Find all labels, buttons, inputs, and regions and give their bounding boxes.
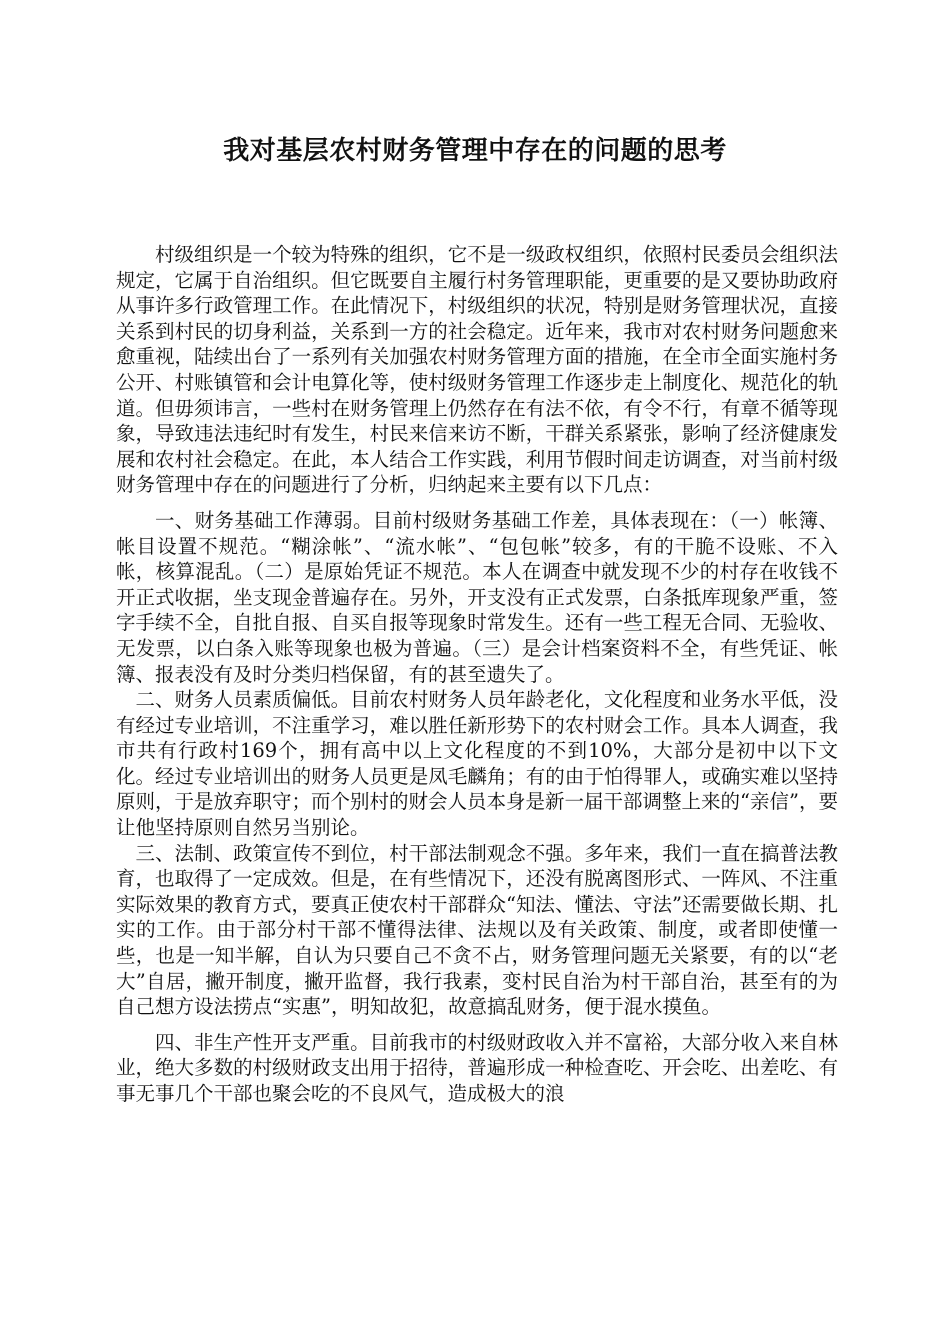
paragraph-section-3: 三、法制、政策宣传不到位，村干部法制观念不强。多年来，我们一直在搞普法教育，也取得了一定成效。但是，在有些情况下，还没有脱离图形式、一阵风、不注重实际效果的教育方式，要真正使农村干部群众“知法、懂法、守法”还需要做长期、扎实的工作。由于部分村干部不懂得法律、法规以及有关政策、制度，或者即使懂一些，也是一知半解，自认为只要自己不贪不占，财务管理问题无关紧要，有的以“老大”自居，撇开制度，撇开监督，我行我素，变村民自治为村干部自治，甚至有的为自己想方设法捞点“实惠”，明知故犯，故意搞乱财务，便于混水摸鱼。 (116, 841, 838, 1019)
document-body (116, 242, 838, 1107)
paragraph-intro: 村级组织是一个较为特殊的组织，它不是一级政权组织，依照村民委员会组织法规定，它属于自治组织。但它既要自主履行村务管理职能，更重要的是又要协助政府从事许多行政管理工作。在此情况下，村级组织的状况，特别是财务管理状况，直接关系到村民的切身利益，关系到一方的社会稳定。近年来，我市对农村财务问题愈来愈重视，陆续出台了一系列有关加强农村财务管理方面的措施，在全市全面实施村务公开、村账镇管和会计电算化等，使村级财务管理工作逐步走上制度化、规范化的轨道。但毋须讳言，一些村在财务管理上仍然存在有法不依，有令不行，有章不循等现象，导致违法违纪时有发生，村民来信来访不断，干群关系紧张，影响了经济健康发展和农村社会稳定。在此，本人结合工作实践，利用节假时间走访调查，对当前村级财务管理中存在的问题进行了分析，归纳起来主要有以下几点： (116, 243, 838, 497)
document-title: 我对基层农村财务管理中存在的问题的思考 (223, 136, 727, 166)
paragraph-section-1: 一、财务基础工作薄弱。目前村级财务基础工作差，具体表现在：（一）帐簿、帐目设置不规范。“糊涂帐”、“流水帐”、“包包帐”较多，有的干脆不设账、不入帐，核算混乱。（二）是原始凭证不规范。本人在调查中就发现不少的村存在收钱不开正式收据，坐支现金普遍存在。另外，开支没有正式发票，白条抵库现象严重，签字手续不全，自批自报、自买自报等现象时常发生。还有一些工程无合同、无验收、无发票，以白条入账等现象也极为普遍。（三）是会计档案资料不全，有些凭证、帐簿、报表没有及时分类归档保留，有的甚至遗失了。 (116, 508, 838, 686)
paragraph-section-4: 四、非生产性开支严重。目前我市的村级财政收入并不富裕，大部分收入来自林业，绝大多数的村级财政支出用于招待，普遍形成一种检查吃、开会吃、出差吃、有事无事几个干部也聚会吃的不良风气，造成极大的浪 (116, 1030, 838, 1105)
paragraph-section-2: 二、财务人员素质偏低。目前农村财务人员年龄老化，文化程度和业务水平低，没有经过专业培训，不注重学习，难以胜任新形势下的农村财会工作。具本人调查，我市共有行政村169个，拥有高中以上文化程度的不到10%，大部分是初中以下文化。经过专业培训出的财务人员更是凤毛麟角；有的由于怕得罪人，或确实难以坚持原则，于是放弃职守；而个别村的财会人员本身是新一届干部调整上来的“亲信”，要让他坚持原则自然另当别论。 (116, 688, 838, 840)
